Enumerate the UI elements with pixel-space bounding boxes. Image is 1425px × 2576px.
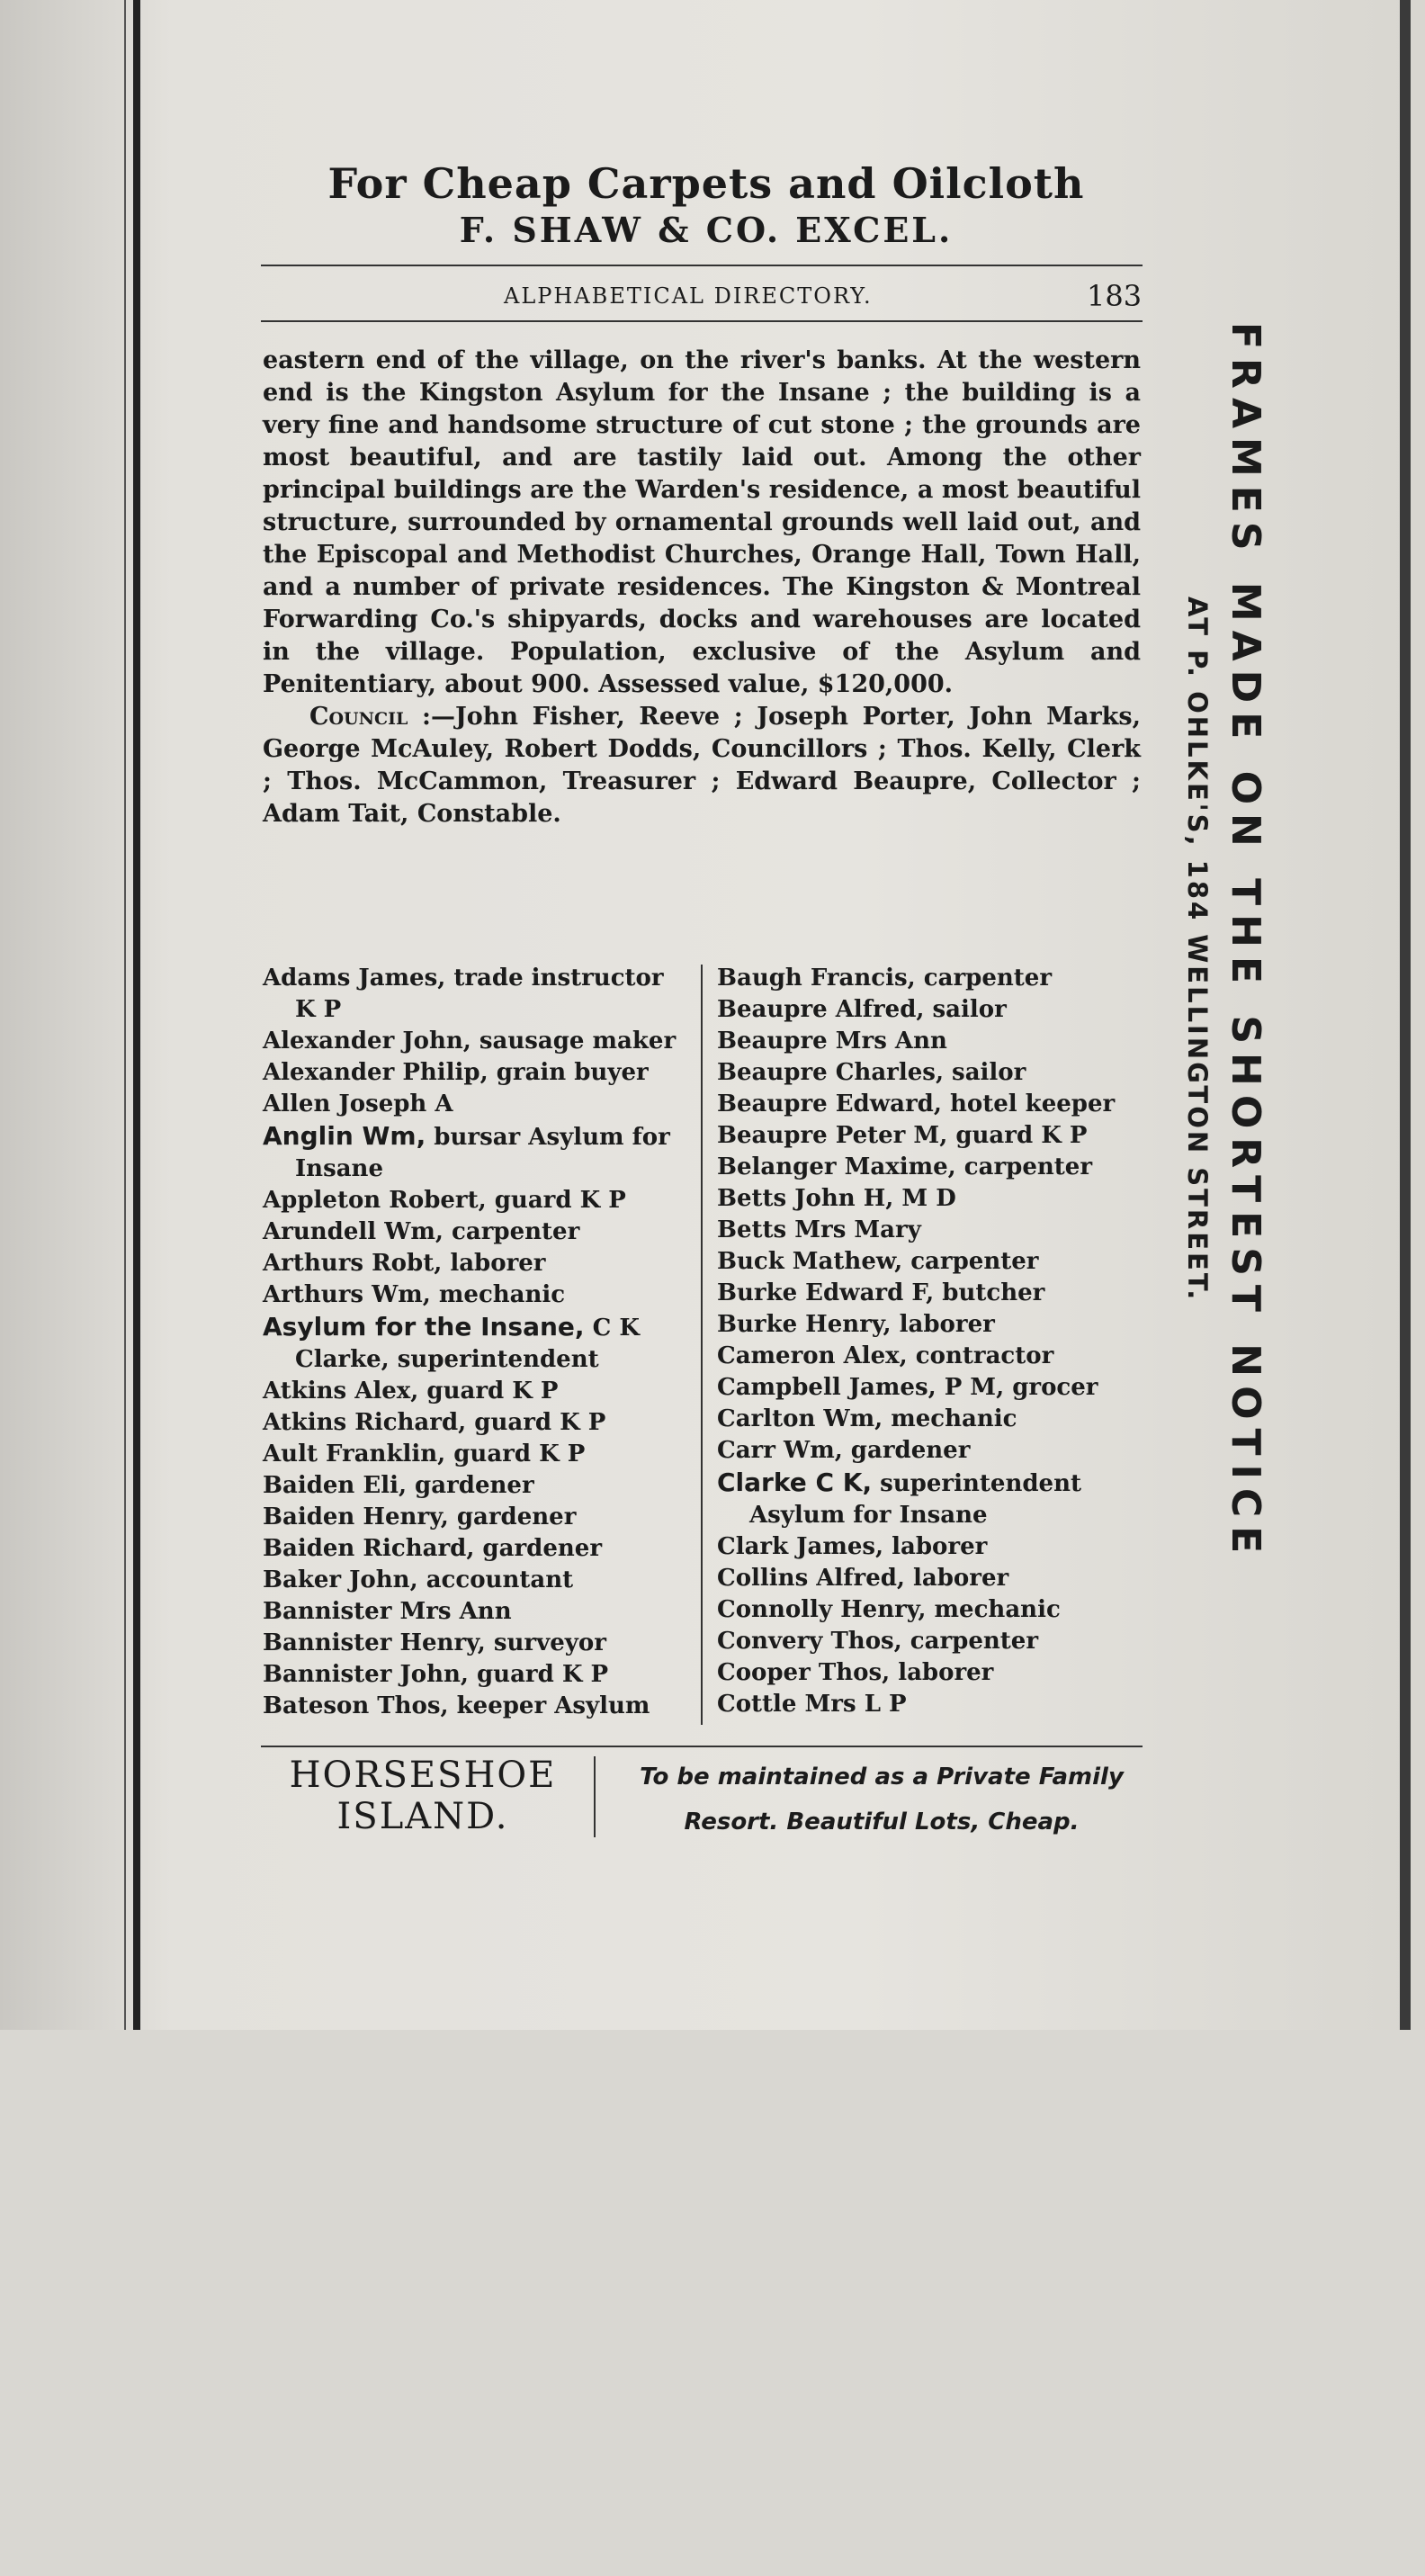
entry-description: mechanic <box>926 1596 1061 1623</box>
entry-name: Clark James, <box>717 1533 884 1560</box>
directory-entry <box>717 1215 1149 1246</box>
directory-entry <box>263 1311 686 1376</box>
entry-description: guard K P <box>418 1378 559 1405</box>
entry-description: carpenter <box>443 1218 580 1245</box>
entry-name: Betts Mrs Mary <box>717 1216 921 1243</box>
entry-description: guard K P <box>486 1187 626 1214</box>
entry-description: butcher <box>934 1279 1045 1306</box>
entry-name: Arundell Wm, <box>263 1218 444 1245</box>
entry-name: Bannister Henry, <box>263 1629 486 1656</box>
council-paragraph <box>263 701 1141 830</box>
entry-name: Cameron Alex, <box>717 1342 908 1369</box>
directory-entry <box>717 1120 1149 1152</box>
entry-description: sausage maker <box>471 1028 677 1055</box>
entry-name: Beaupre Alfred, <box>717 996 925 1023</box>
entry-description: M D <box>893 1185 956 1212</box>
body-text <box>263 345 1141 830</box>
entry-name: Beaupre Edward, <box>717 1091 942 1117</box>
directory-entry <box>717 1152 1149 1183</box>
entry-description: carpenter <box>915 965 1053 992</box>
entry-name: Bannister Mrs Ann <box>263 1598 512 1625</box>
entry-name: Bateson Thos, <box>263 1692 449 1719</box>
directory-entry <box>717 1689 1149 1720</box>
entry-description: accountant <box>417 1566 574 1593</box>
entry-description: gardener <box>407 1472 534 1499</box>
entry-continuation: Asylum for Insane <box>749 1502 988 1529</box>
entry-name: Atkins Richard, <box>263 1409 467 1436</box>
directory-entry <box>717 1246 1149 1278</box>
entry-description: carpenter <box>902 1248 1039 1275</box>
entry-name: Buck Mathew, <box>717 1248 903 1275</box>
frames-ad-vertical: FRAMES MADE ON THE SHORTEST NOTICE <box>1223 322 1268 1563</box>
entry-name: Adams James, <box>263 965 446 992</box>
entry-description: bursar Asylum for <box>426 1124 670 1151</box>
entry-description: guard K P <box>466 1409 606 1436</box>
entry-description: C K <box>584 1315 640 1342</box>
entry-continuation: Clarke, superintendent <box>295 1346 599 1373</box>
entry-name: Allen Joseph A <box>263 1091 453 1117</box>
ad-title-line-1: HORSESHOE <box>289 1755 557 1796</box>
top-ad-line-1: For Cheap Carpets and Oilcloth <box>327 159 1085 208</box>
entry-name: Appleton Robert, <box>263 1187 487 1214</box>
directory-entry <box>717 1057 1149 1089</box>
entry-description: gardener <box>842 1437 971 1464</box>
directory-entry <box>717 1341 1149 1372</box>
entry-name: Baiden Richard, <box>263 1535 475 1562</box>
directory-entry <box>263 1248 686 1279</box>
entry-description: guard K P <box>947 1122 1088 1149</box>
entry-description: grain buyer <box>488 1059 649 1086</box>
directory-entry <box>263 1089 686 1120</box>
entry-name: Atkins Alex, <box>263 1378 419 1405</box>
top-ad-line-2: F. SHAW & CO. EXCEL. <box>459 210 954 250</box>
directory-entry <box>263 1691 686 1722</box>
left-border-line <box>133 0 140 2030</box>
entry-name: Alexander Philip, <box>263 1059 488 1086</box>
entry-name: Baker John, <box>263 1566 418 1593</box>
directory-entry <box>717 1435 1149 1467</box>
entry-description: keeper Asylum <box>448 1692 650 1719</box>
entry-name: Burke Edward F, <box>717 1279 935 1306</box>
directory-entry <box>263 1470 686 1502</box>
entry-description: carpenter <box>901 1628 1039 1655</box>
council-text: :—John Fisher, Reeve ; Joseph Porter, John Marks, George McAuley, Robert Dodds, Councillors ; Thos. Kelly, Clerk ; Thos. McCammon, Treasurer ; Edward Beaupre, Collector ; Adam Tait, Constable. <box>263 703 1141 828</box>
directory-entry <box>717 1089 1149 1120</box>
left-page-edge <box>124 0 126 2030</box>
entry-continuation: K P <box>295 996 342 1023</box>
directory-entry <box>717 1309 1149 1341</box>
entry-name: Baiden Eli, <box>263 1472 407 1499</box>
entry-name: Beaupre Charles, <box>717 1059 944 1086</box>
entry-name: Carlton Wm, <box>717 1405 883 1432</box>
directory-entry <box>717 1594 1149 1626</box>
directory-entry <box>263 1628 686 1659</box>
entry-name: Beaupre Peter M, <box>717 1122 948 1149</box>
entry-name: Campbell James, <box>717 1374 937 1401</box>
directory-entry <box>717 1278 1149 1309</box>
directory-left-column <box>263 963 686 1722</box>
directory-entry <box>263 1120 686 1185</box>
directory-entry <box>263 1596 686 1628</box>
entry-name: Carr Wm, <box>717 1437 843 1464</box>
entry-description: guard K P <box>445 1441 586 1468</box>
entry-name: Arthurs Robt, <box>263 1250 443 1277</box>
horseshoe-island-ad-text <box>612 1755 1152 1844</box>
bottom-ad-divider <box>594 1756 596 1837</box>
entry-continuation: Insane <box>295 1155 383 1182</box>
entry-name: Collins Alfred, <box>717 1565 905 1592</box>
directory-entry <box>717 1026 1149 1057</box>
entry-name: Cottle Mrs L P <box>717 1691 907 1718</box>
entry-description: gardener <box>448 1503 577 1530</box>
directory-right-column <box>717 963 1149 1720</box>
entry-name: Arthurs Wm, <box>263 1281 431 1308</box>
directory-entry <box>263 1185 686 1216</box>
directory-entry <box>263 1533 686 1565</box>
entry-description: P M, grocer <box>936 1374 1098 1401</box>
top-rule <box>261 265 1143 266</box>
entry-name: Beaupre Mrs Ann <box>717 1028 947 1055</box>
entry-description: laborer <box>891 1311 995 1338</box>
entry-description: mechanic <box>883 1405 1017 1432</box>
entry-description: hotel keeper <box>941 1091 1116 1117</box>
directory-entry <box>717 1657 1149 1689</box>
description-paragraph: eastern end of the village, on the river's banks. At the western end is the Kingston Asylum for the Insane ; the building is a very fine and handsome structure of cut stone ; the grounds are most beautiful, and are tastily laid out. Among the other principal buildings are the Warden's residence, a most beautiful structure, surrounded by ornamental grounds well laid out, and the Episcopal and Methodist Churches, Orange Hall, Town Hall, and a number of private residences. The Kingston & Montreal Forwarding Co.'s shipyards, docks and warehouses are located in the village. Population, exclusive of the Asylum and Penitentiary, about 900. Assessed value, $120,000. <box>263 346 1141 698</box>
entry-description: gardener <box>474 1535 603 1562</box>
directory-entry <box>263 963 686 1026</box>
directory-entry <box>263 1407 686 1439</box>
entry-name: Connolly Henry, <box>717 1596 927 1623</box>
entry-name: Burke Henry, <box>717 1311 892 1338</box>
page-number: 183 <box>1087 279 1143 313</box>
entry-description: contractor <box>907 1342 1054 1369</box>
directory-entry <box>263 1057 686 1089</box>
directory-entry <box>717 994 1149 1026</box>
entry-description: superintendent <box>872 1470 1081 1497</box>
directory-entry <box>263 1502 686 1533</box>
ad-text-line-1: To be maintained as a Private Family <box>640 1764 1124 1791</box>
top-advertisement <box>261 157 1152 251</box>
directory-entry <box>717 1563 1149 1594</box>
directory-entry <box>263 1439 686 1470</box>
directory-entry <box>263 1026 686 1057</box>
ad-title-line-2: ISLAND. <box>336 1796 509 1837</box>
council-label: Council <box>309 703 408 731</box>
entry-name: Asylum for the Insane, <box>263 1312 585 1342</box>
entry-description: laborer <box>890 1659 994 1686</box>
directory-entry <box>263 1659 686 1691</box>
directory-entry <box>717 1626 1149 1657</box>
entry-name: Ault Franklin, <box>263 1441 446 1468</box>
entry-name: Bannister John, <box>263 1661 469 1688</box>
entry-name: Baiden Henry, <box>263 1503 449 1530</box>
directory-entry <box>717 1467 1149 1531</box>
entry-description: laborer <box>904 1565 1009 1592</box>
entry-description: mechanic <box>430 1281 566 1308</box>
entry-name: Convery Thos, <box>717 1628 902 1655</box>
entry-description: guard K P <box>468 1661 609 1688</box>
entry-name: Cooper Thos, <box>717 1659 891 1686</box>
right-page-edge <box>1400 0 1411 2030</box>
entry-description: sailor <box>944 1059 1026 1086</box>
directory-entry <box>717 1531 1149 1563</box>
directory-entry <box>263 1376 686 1407</box>
directory-entry <box>263 1216 686 1248</box>
entry-description: trade instructor <box>445 965 664 992</box>
directory-entry <box>717 963 1149 994</box>
entry-name: Belanger Maxime, <box>717 1153 956 1180</box>
entry-description: laborer <box>883 1533 988 1560</box>
entry-name: Clarke C K, <box>717 1468 873 1497</box>
entry-description: surveyor <box>485 1629 606 1656</box>
entry-name: Alexander John, <box>263 1028 471 1055</box>
horseshoe-island-ad <box>261 1755 585 1837</box>
entry-description: carpenter <box>955 1153 1093 1180</box>
entry-description: sailor <box>924 996 1007 1023</box>
directory-entry <box>263 1565 686 1596</box>
column-divider <box>701 965 703 1725</box>
header-rule <box>261 320 1143 322</box>
entry-name: Betts John H, <box>717 1185 894 1212</box>
running-head: ALPHABETICAL DIRECTORY. <box>504 283 873 309</box>
directory-entry <box>717 1183 1149 1215</box>
entry-name: Baugh Francis, <box>717 965 916 992</box>
entry-name: Anglin Wm, <box>263 1121 426 1151</box>
directory-entry <box>717 1404 1149 1435</box>
bottom-rule <box>261 1746 1143 1747</box>
directory-entry <box>263 1279 686 1311</box>
directory-entry <box>717 1372 1149 1404</box>
ohlke-address-vertical: AT P. OHLKE'S, 184 WELLINGTON STREET. <box>1182 597 1213 1303</box>
entry-description: laborer <box>442 1250 546 1277</box>
ad-text-line-2: Resort. Beautiful Lots, Cheap. <box>684 1809 1080 1836</box>
